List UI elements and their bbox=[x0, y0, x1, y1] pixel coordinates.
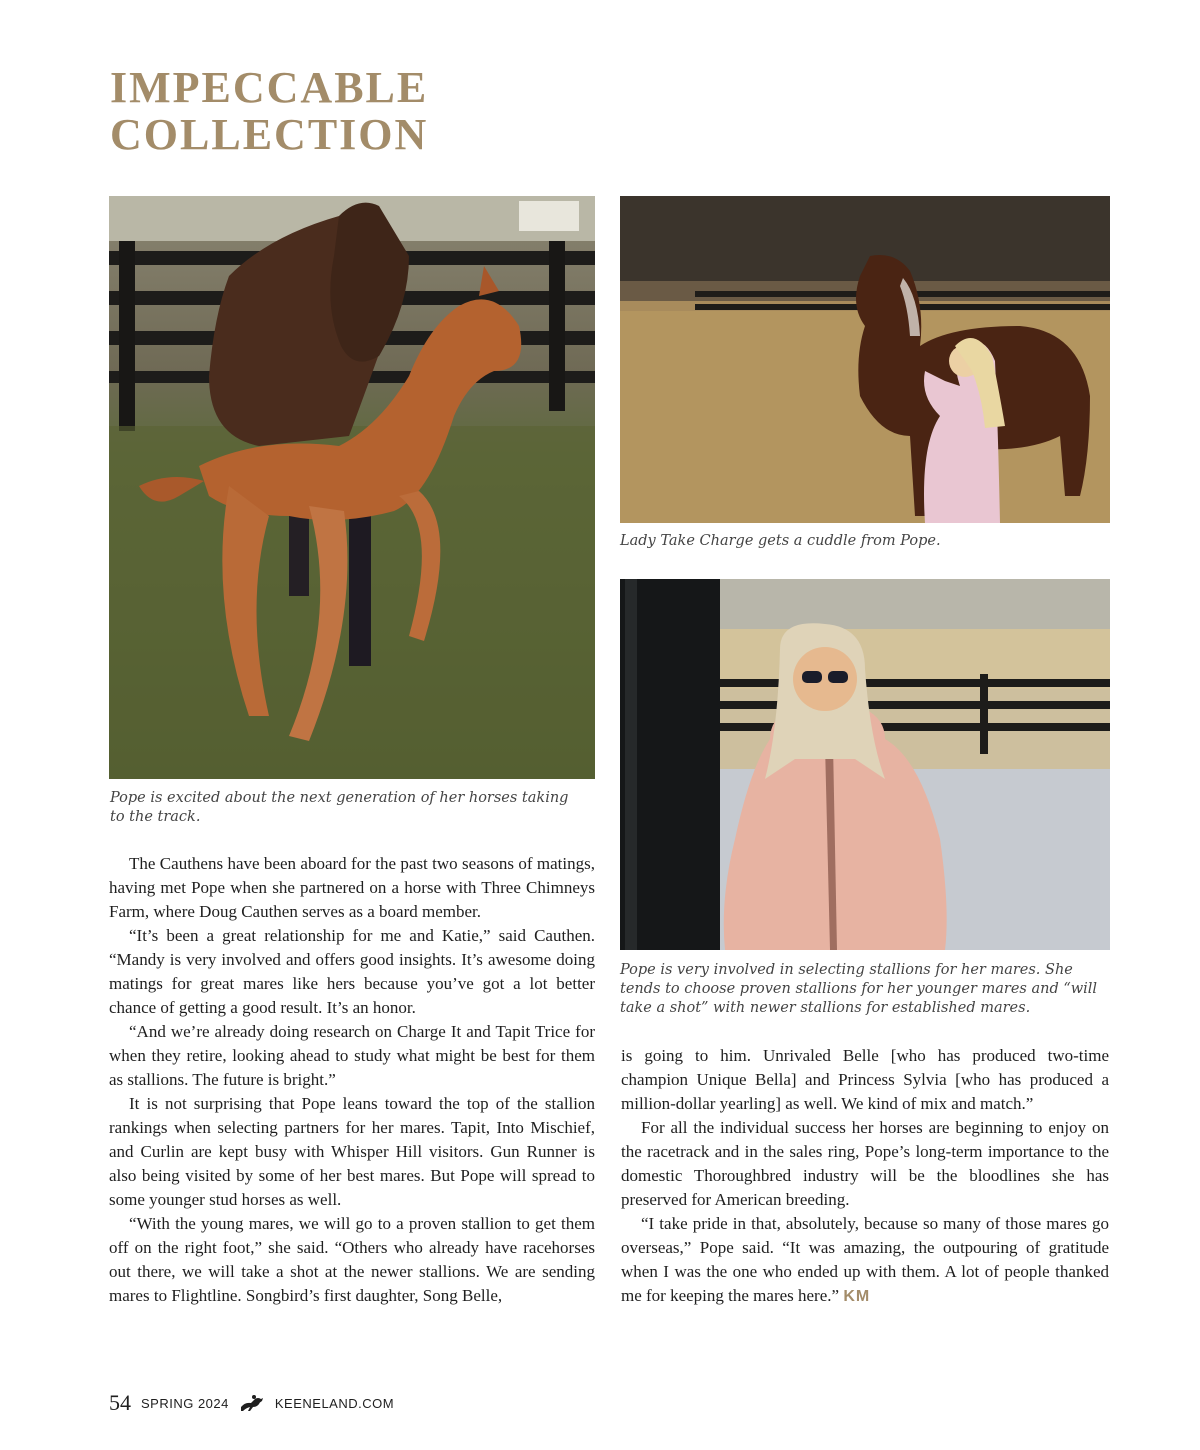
woman-portrait-photo bbox=[620, 579, 1110, 950]
mare-and-foal-photo bbox=[109, 196, 595, 779]
article-paragraph: It is not surprising that Pope leans toward the top of the stallion rankings when selecting partners for her mares. Tapit, Into Mischief, and Curlin are kept busy with Whisper Hill visitors. Gun Runner is also being visited by some of her best mares. But Pope will spread to some younger stud horses as well. bbox=[109, 1094, 595, 1209]
issue-label: SPRING 2024 bbox=[141, 1395, 229, 1411]
portrait-photo-caption: Pope is very involved in selecting stallions for her mares. She tends to choose proven stallions for her younger mares and “will take a shot” with newer stallions for established mares. bbox=[620, 962, 1098, 1016]
article-paragraph: “And we’re already doing research on Charge It and Tapit Trice for when they retire, looking ahead to study what might be best for them as stallions. The future is bright.” bbox=[109, 1022, 595, 1089]
horse-cuddle-image bbox=[620, 196, 1110, 523]
website-label: KEENELAND.COM bbox=[274, 1395, 395, 1411]
headline-line-1: IMPECCABLE bbox=[110, 63, 429, 112]
horse-and-woman-photo bbox=[620, 196, 1110, 523]
headline-line-2: COLLECTION bbox=[110, 110, 429, 159]
article-column-left bbox=[109, 852, 595, 1308]
page-footer bbox=[109, 1388, 394, 1418]
article-paragraph: The Cauthens have been aboard for the past two seasons of matings, having met Pope when she partnered on a horse with Three Chimneys Farm, where Doug Cauthen serves as a board member. bbox=[109, 854, 595, 921]
horse-and-jockey-icon bbox=[239, 1393, 265, 1413]
article-paragraph-last bbox=[621, 1212, 1109, 1309]
article-paragraph: For all the individual success her horses are beginning to enjoy on the racetrack and in the sales ring, Pope’s long-term importance to the domestic Thoroughbred industry will be the bloodlines she has preserved for American breeding. bbox=[621, 1118, 1109, 1209]
article-paragraph-text: “I take pride in that, absolutely, because so many of those mares go overseas,” Pope said. “It was amazing, the outpouring of gratitude when I was the one who ended up with them. A lot of people thanked me for keeping the mares here.” bbox=[621, 1214, 1109, 1305]
author-signoff: KM bbox=[843, 1288, 871, 1305]
mare-and-foal-image bbox=[109, 196, 595, 779]
article-paragraph: “With the young mares, we will go to a proven stallion to get them off on the right foot,” she said. “Others who already have racehorses out there, we will take a shot at the newer stallions. We are sending mares to Flightline. Songbird’s first daughter, Song Belle, bbox=[109, 1214, 595, 1305]
page-number: 54 bbox=[109, 1390, 131, 1415]
article-paragraph: “It’s been a great relationship for me and Katie,” said Cauthen. “Mandy is very involved and offers good insights. It’s awesome doing matings for great mares like hers because you’ve got a lot better chance of getting a good result. It’s an honor. bbox=[109, 926, 595, 1017]
article-paragraph: is going to him. Unrivaled Belle [who has produced two-time champion Unique Bella] and Princess Sylvia [who has produced a million-dollar yearling] as well. We kind of mix and match.” bbox=[621, 1046, 1109, 1113]
article-headline bbox=[110, 64, 428, 158]
foal-photo-caption: Pope is excited about the next generation of her horses taking to the track. bbox=[110, 790, 569, 825]
article-column-right bbox=[621, 1044, 1109, 1309]
cuddle-photo-caption: Lady Take Charge gets a cuddle from Pope. bbox=[620, 533, 941, 549]
portrait-image bbox=[620, 579, 1110, 950]
